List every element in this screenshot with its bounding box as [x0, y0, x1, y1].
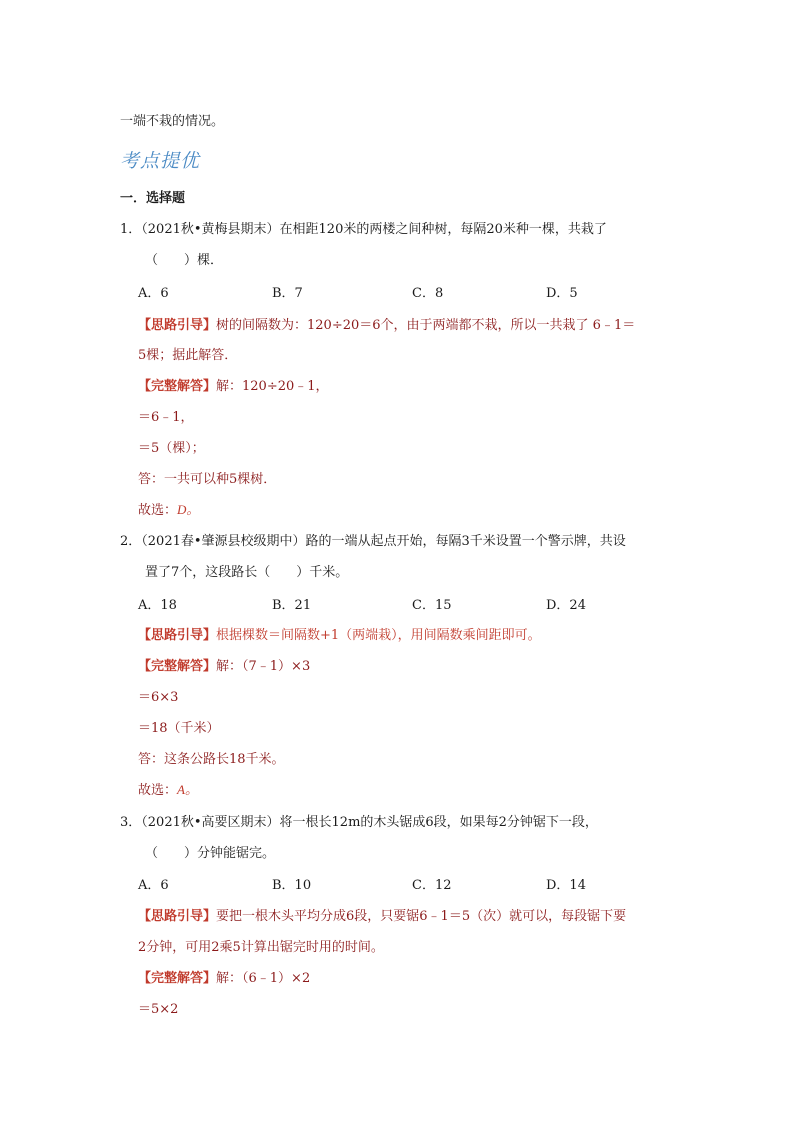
q1-answer-label: 【完整解答】	[138, 379, 217, 394]
question-3-line1: 3．（2021秋•高要区期末）将一根长12m的木头锯成6段，如果每2分钟锯下一段，	[120, 815, 598, 830]
q1-hint-line1: 树的间隔数为：120÷20＝6个，由于两端都不栽，所以一共栽了 6﹣1＝	[216, 318, 636, 333]
q2-answer-line4: 答：这条公路长18千米。	[138, 752, 285, 767]
q1-answer-line1: 解：120÷20﹣1，	[216, 379, 329, 394]
section-heading: 一．选择题	[120, 191, 186, 206]
q1-option-d: D．5	[546, 286, 578, 301]
q3-hint-line2: 2分钟，可用2乘5计算出锯完时用的时间。	[138, 940, 384, 955]
q2-option-a: A．18	[138, 598, 177, 613]
section-title: 考点提优	[120, 150, 201, 172]
q3-answer-label: 【完整解答】	[138, 971, 217, 986]
q2-choice-value: A。	[177, 782, 198, 797]
q1-choice	[138, 499, 199, 518]
q3-option-c: C．12	[412, 878, 452, 893]
q3-option-d: D．14	[546, 878, 586, 893]
q1-answer-line3: ＝5（棵）；	[138, 441, 205, 456]
q2-answer-line3: ＝18（千米）	[138, 721, 220, 736]
q2-option-c: C．15	[412, 598, 452, 613]
question-3-line2: （ ）分钟能锯完。	[145, 846, 276, 861]
question-2-line2: 置了7个，这段路长（ ）千米。	[145, 565, 349, 580]
question-1-line1: 1．（2021秋•黄梅县期末）在相距120米的两楼之间种树，每隔20米种一棵，共栽了	[120, 222, 607, 237]
q3-option-b: B．10	[272, 878, 312, 893]
q1-answer-line4: 答：一共可以种5棵树．	[138, 472, 277, 487]
q2-choice-prefix: 故选：	[138, 783, 178, 798]
q2-answer-label: 【完整解答】	[138, 659, 217, 674]
q1-answer-line2: ＝6﹣1，	[138, 410, 194, 425]
q2-answer	[138, 655, 310, 674]
q1-hint-label: 【思路引导】	[138, 318, 217, 333]
q1-choice-value: D。	[177, 502, 200, 517]
q3-hint	[138, 905, 626, 924]
q2-hint-line1: 根据棵数＝间隔数+1（两端栽），用间隔数乘间距即可。	[216, 628, 541, 643]
q2-answer-line2: ＝6×3	[138, 690, 179, 705]
question-2-line1: 2．（2021春•肇源县校级期中）路的一端从起点开始，每隔3千米设置一个警示牌，共设	[120, 534, 626, 549]
q3-hint-label: 【思路引导】	[138, 909, 217, 924]
intro-line: 一端不栽的情况。	[120, 114, 225, 129]
q2-hint-label: 【思路引导】	[138, 628, 217, 643]
q1-answer	[138, 375, 329, 394]
q1-option-b: B．7	[272, 286, 303, 301]
q2-choice	[138, 779, 198, 798]
q1-hint-line2: 5棵；据此解答．	[138, 348, 238, 363]
q3-option-a: A．6	[138, 878, 169, 893]
q3-hint-line1: 要把一根木头平均分成6段，只要锯6﹣1＝5（次）就可以，每段锯下要	[216, 909, 627, 924]
question-1-line2: （ ）棵．	[145, 253, 224, 268]
q2-answer-line1: 解：（7﹣1）×3	[216, 659, 311, 674]
q3-answer	[138, 967, 310, 986]
q2-option-b: B．21	[272, 598, 312, 613]
q3-answer-line2: ＝5×2	[138, 1002, 179, 1017]
q2-option-d: D．24	[546, 598, 586, 613]
q1-hint	[138, 314, 635, 333]
q3-answer-line1: 解：（6﹣1）×2	[216, 971, 311, 986]
q1-choice-prefix: 故选：	[138, 503, 178, 518]
q1-option-c: C．8	[412, 286, 444, 301]
q2-hint	[138, 624, 541, 643]
q1-option-a: A．6	[138, 286, 169, 301]
